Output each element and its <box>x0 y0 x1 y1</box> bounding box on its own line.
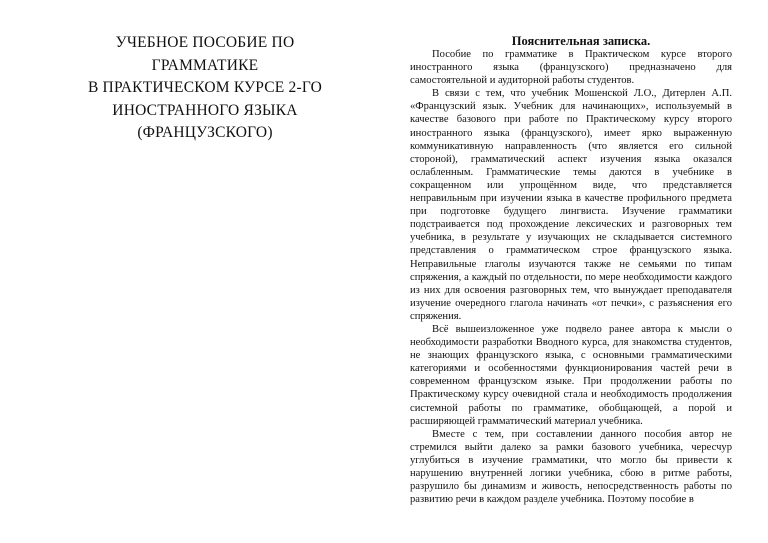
title-line-5: (ФРАНЦУЗСКОГО) <box>137 124 273 141</box>
right-page-explanatory-note <box>410 34 732 506</box>
paragraph-1: Пособие по грамматике в Практическом курсе второго иностранного языка (французского) предназначено для самостоятельной и аудиторной работы студентов. <box>410 49 732 87</box>
paragraph-3: Всё вышеизложенное уже подвело ранее автора к мысли о необходимости разработки Вводного курса, для знакомства студентов, не знающих французского языка, с основными грамматическими категориями и особенностями функционирования частей речи в современном французском языке. При продолжении работы по Практическому курсу очевидной стала и необходимость продолжения системной работы по грамматике, обобщающей, а порой и расширяющей грамматический материал учебника. <box>410 323 732 427</box>
left-page-title-block <box>60 32 350 145</box>
paragraph-2: В связи с тем, что учебник Мошенской Л.О., Дитерлен А.П. «Французский язык. Учебник для начинающих», используемый в качестве базового при работе по Практическому курсу второго иностранного языка (французского), имеет ярко выраженную коммуникативную направленность (что является его сильной стороной), грамматический аспект изучения языка оказался ослабленным. Грамматические темы даются в учебнике в сокращенном или упрощённом виде, что представляется неправильным при изучении языка в качестве профильного предмета при подготовке будущего лингвиста. Изучение грамматики подстраивается под прохождение лексических и разговорных тем учебника, в результате у изучающих не складывается системного представления о грамматическом строе французского языка. Неправильные глаголы изучаются также не семьями по типам спряжения, а каждый по отдельности, по мере необходимости каждого из них для освоения разговорных тем, что вынуждает преподавателя изучение очередного глагола начинать «от печки», с разъяснения его спряжения. <box>410 88 732 322</box>
title-line-1: УЧЕБНОЕ ПОСОБИЕ ПО <box>115 34 295 51</box>
title-line-2: ГРАММАТИКЕ <box>151 56 259 74</box>
title-line-3: В ПРАКТИЧЕСКОМ КУРСЕ 2-ГО <box>87 79 323 96</box>
explanatory-note-heading: Пояснительная записка. <box>511 34 651 48</box>
paragraph-4: Вместе с тем, при составлении данного пособия автор не стремился выйти далеко за рамки базового учебника, чересчур углубиться в изучение грамматики, что могло бы привести к нарушению внутренней логики учебника, сбою в ритме работы, разрушило бы динамизм и живость, непосредственность работы по развитию речи в каждом разделе учебника. Поэтому пособие в <box>410 428 732 506</box>
title-line-4: ИНОСТРАННОГО ЯЗЫКА <box>112 101 298 119</box>
